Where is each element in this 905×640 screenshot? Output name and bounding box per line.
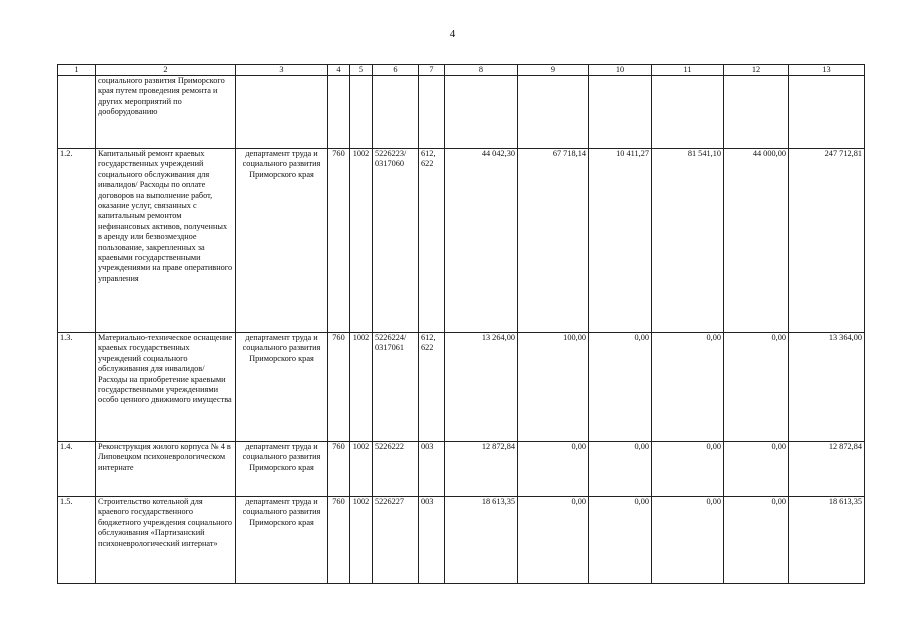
row-amount-8: 18 613,35 (445, 497, 518, 584)
row-amount-8 (445, 76, 518, 149)
row-name: Строительство котельной для краевого государственного бюджетного учреждения социального обслуживания «Партизанский психоневрологический интернат» (96, 497, 236, 584)
row-amount-9: 0,00 (518, 442, 589, 497)
row-code-5: 1002 (350, 149, 373, 333)
row-amount-11 (652, 76, 724, 149)
row-number: 1.4. (58, 442, 96, 497)
row-code-4 (328, 76, 350, 149)
row-amount-13: 247 712,81 (789, 149, 865, 333)
row-amount-12: 0,00 (724, 333, 789, 442)
header-row (58, 65, 865, 76)
row-amount-12: 0,00 (724, 497, 789, 584)
table-row (58, 149, 865, 333)
row-amount-11: 0,00 (652, 442, 724, 497)
row-amount-9: 0,00 (518, 497, 589, 584)
column-header: 9 (518, 65, 589, 76)
row-amount-11: 81 541,10 (652, 149, 724, 333)
row-code-7: 003 (419, 442, 445, 497)
column-header: 6 (373, 65, 419, 76)
row-code-5: 1002 (350, 333, 373, 442)
row-amount-10: 0,00 (589, 442, 652, 497)
row-name: социального развития Приморского края путем проведения ремонта и других мероприятий по дооборудованию (96, 76, 236, 149)
row-code-6: 5226227 (373, 497, 419, 584)
column-header: 11 (652, 65, 724, 76)
row-code-7: 612, 622 (419, 333, 445, 442)
row-amount-9: 67 718,14 (518, 149, 589, 333)
row-code-5: 1002 (350, 442, 373, 497)
row-amount-11: 0,00 (652, 497, 724, 584)
row-amount-13: 12 872,84 (789, 442, 865, 497)
table-row (58, 442, 865, 497)
row-amount-8: 12 872,84 (445, 442, 518, 497)
row-name: Реконструкция жилого корпуса № 4 в Липовецком психоневрологическом интернате (96, 442, 236, 497)
row-code-5 (350, 76, 373, 149)
row-department: департамент труда и социального развития Приморского края (236, 442, 328, 497)
row-amount-13 (789, 76, 865, 149)
row-amount-10 (589, 76, 652, 149)
row-amount-10: 0,00 (589, 497, 652, 584)
column-header: 8 (445, 65, 518, 76)
row-code-4: 760 (328, 149, 350, 333)
row-code-4: 760 (328, 442, 350, 497)
row-department (236, 76, 328, 149)
row-amount-13: 18 613,35 (789, 497, 865, 584)
row-code-6: 5226224/ 0317061 (373, 333, 419, 442)
row-amount-12 (724, 76, 789, 149)
row-number: 1.3. (58, 333, 96, 442)
row-amount-8: 44 042,30 (445, 149, 518, 333)
row-department: департамент труда и социального развития Приморского края (236, 497, 328, 584)
column-header: 3 (236, 65, 328, 76)
table-row (58, 76, 865, 149)
row-amount-9: 100,00 (518, 333, 589, 442)
table-row (58, 333, 865, 442)
page-number: 4 (449, 28, 456, 40)
row-code-6: 5226223/ 0317060 (373, 149, 419, 333)
row-number: 1.2. (58, 149, 96, 333)
row-amount-12: 0,00 (724, 442, 789, 497)
budget-table (57, 64, 865, 584)
row-code-4: 760 (328, 333, 350, 442)
column-header: 12 (724, 65, 789, 76)
row-number: 1.5. (58, 497, 96, 584)
row-name: Материально-техническое оснащение краевых государственных учреждений социального обслуживания для инвалидов/ Расходы на приобретение краевыми государственными учреждениями особо ценного движимого имущества (96, 333, 236, 442)
column-header: 10 (589, 65, 652, 76)
row-department: департамент труда и социального развития Приморского края (236, 149, 328, 333)
row-amount-10: 0,00 (589, 333, 652, 442)
row-department: департамент труда и социального развития Приморского края (236, 333, 328, 442)
row-amount-9 (518, 76, 589, 149)
row-name: Капитальный ремонт краевых государственных учреждений социального обслуживания для инвалидов/ Расходы по оплате договоров на выполнение работ, оказание услуг, связанных с капитальным ремонтом нефинансовых активов, полученных в аренду или безвозмездное пользование, закрепленных за краевыми государственными учреждениями на праве оперативного управления (96, 149, 236, 333)
row-amount-13: 13 364,00 (789, 333, 865, 442)
row-amount-10: 10 411,27 (589, 149, 652, 333)
column-header: 5 (350, 65, 373, 76)
row-code-5: 1002 (350, 497, 373, 584)
row-code-7: 612, 622 (419, 149, 445, 333)
column-header: 13 (789, 65, 865, 76)
row-amount-11: 0,00 (652, 333, 724, 442)
row-amount-12: 44 000,00 (724, 149, 789, 333)
table-row (58, 497, 865, 584)
row-number (58, 76, 96, 149)
column-header: 4 (328, 65, 350, 76)
column-header: 1 (58, 65, 96, 76)
row-code-6 (373, 76, 419, 149)
row-code-4: 760 (328, 497, 350, 584)
column-header: 2 (96, 65, 236, 76)
row-code-6: 5226222 (373, 442, 419, 497)
row-code-7: 003 (419, 497, 445, 584)
row-code-7 (419, 76, 445, 149)
column-header: 7 (419, 65, 445, 76)
row-amount-8: 13 264,00 (445, 333, 518, 442)
